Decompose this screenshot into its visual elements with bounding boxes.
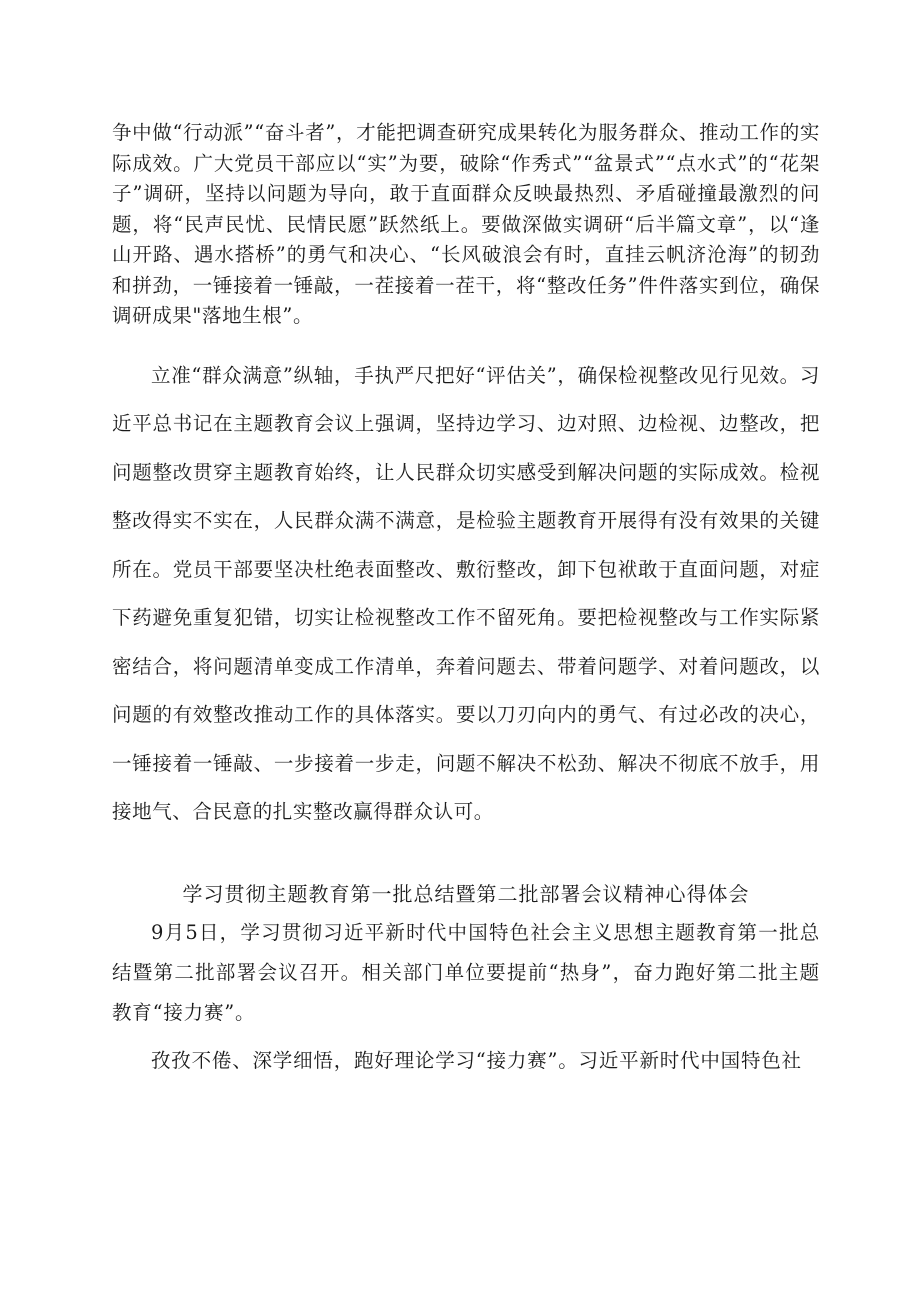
body-paragraph: 9月5日，学习贯彻习近平新时代中国特色社会主义思想主题教育第一批总结暨第二批部署会议召开。相关部门单位要提前“热身”，奋力跑好第二批主题教育“接力赛”。 xyxy=(112,920,820,1024)
body-paragraph: 孜孜不倦、深学细悟，跑好理论学习“接力赛”。习近平新时代中国特色社 xyxy=(151,1048,802,1072)
body-paragraph: 立准“群众满意”纵轴，手执严尺把好“评估关”，确保检视整改见行见效。习近平总书记在主题教育会议上强调，坚持边学习、边对照、边检视、边整改，把问题整改贯穿主题教育始终，让人民群众切实感受到解决问题的实际成效。检视整改得实不实在，人民群众满不满意，是检验主题教育开展得有没有效果的关键所在。党员干部要坚决杜绝表面整改、敷衍整改，卸下包袱敢于直面问题，对症下药避免重复犯错，切实让检视整改工作不留死角。要把检视整改与工作实际紧密结合，将问题清单变成工作清单，奔着问题去、带着问题学、对着问题改，以问题的有效整改推动工作的具体落实。要以刀刃向内的勇气、有过必改的决心，一锤接着一锤敲、一步接着一步走，问题不解决不松劲、解决不彻底不放手，用接地气、合民意的扎实整改赢得群众认可。 xyxy=(112,363,820,823)
article-title: 学习贯彻主题教育第一批总结暨第二批部署会议精神心得体会 xyxy=(182,881,750,906)
document-page xyxy=(112,118,820,1081)
body-paragraph: 争中做“行动派”“奋斗者”，才能把调查研究成果转化为服务群众、推动工作的实际成效。广大党员干部应以“实”为要，破除“作秀式”“盆景式”“点水式”的“花架子”调研，坚持以问题为导向，敢于直面群众反映最热烈、矛盾碰撞最激烈的问题，将“民声民忧、民情民愿”跃然纸上。要做深做实调研“后半篇文章”，以“逢山开路、遇水搭桥”的勇气和决心、“长风破浪会有时，直挂云帆济沧海”的韧劲和拼劲，一锤接着一锤敲，一茬接着一茬干，将“整改任务”件件落实到位，确保调研成果"落地生根”。 xyxy=(112,121,820,327)
